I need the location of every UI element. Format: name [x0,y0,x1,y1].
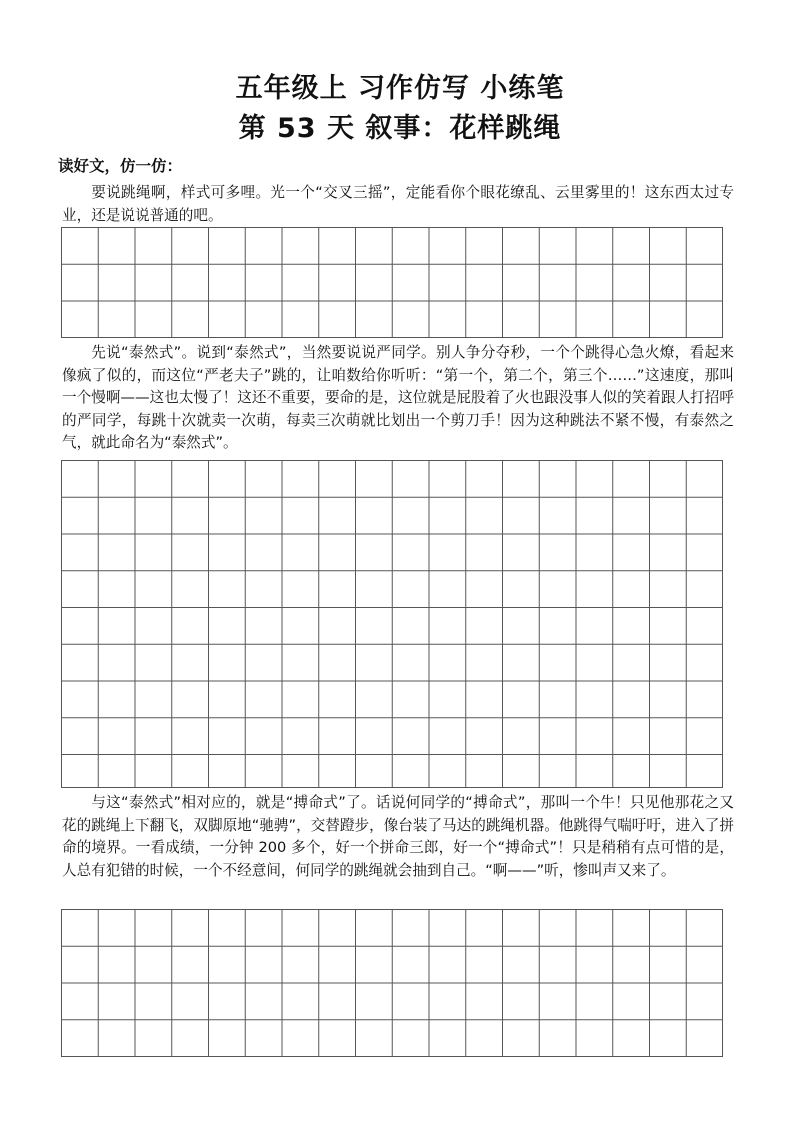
writing-grid-2[interactable] [61,460,723,788]
writing-grid-1[interactable] [61,227,723,338]
worksheet-title: 五年级上 习作仿写 小练笔 [235,73,565,104]
model-paragraph-2: 先说“泰然式”。说到“泰然式”，当然要说说严同学。别人争分夺秒，一个个跳得心急火燎，看起来像疯了似的，而这位“严老夫子”跳的，让咱数给你听听：“第一个，第二个，第三个……”这速度，那叫一个慢啊——这也太慢了！这还不重要，要命的是，这位就是屁股着了火也跟没事人似的笑着跟人打招呼的严同学，每跳十次就卖一次萌，每卖三次萌就比划出一个剪刀手！因为这种跳法不紧不慢，有泰然之气，就此命名为“泰然式”。 [62,344,734,452]
model-paragraph-1: 要说跳绳啊，样式可多哩。光一个“交叉三摇”，定能看你个眼花缭乱、云里雾里的！这东西太过专业，还是说说普通的吧。 [62,184,734,224]
section-label: 读好文，仿一仿： [58,157,183,175]
writing-grid-3[interactable] [61,909,723,1057]
worksheet-subtitle: 第 53 天 叙事：花样跳绳 [238,113,562,144]
model-paragraph-3: 与这“泰然式”相对应的，就是“搏命式”了。话说何同学的“搏命式”，那叫一个牛！只见他那花之又花的跳绳上下翻飞，双脚原地“驰骋”，交替蹬步，像台装了马达的跳绳机器。他跳得气喘吁吁，进入了拼命的境界。一看成绩，一分钟 200 多个，好一个拼命三郎，好一个“搏命式”！只是稍稍有点可惜的是，人总有犯错的时候，一个不经意间，何同学的跳绳就会抽到自己。“啊——”听，惨叫声又来了。 [62,794,734,879]
